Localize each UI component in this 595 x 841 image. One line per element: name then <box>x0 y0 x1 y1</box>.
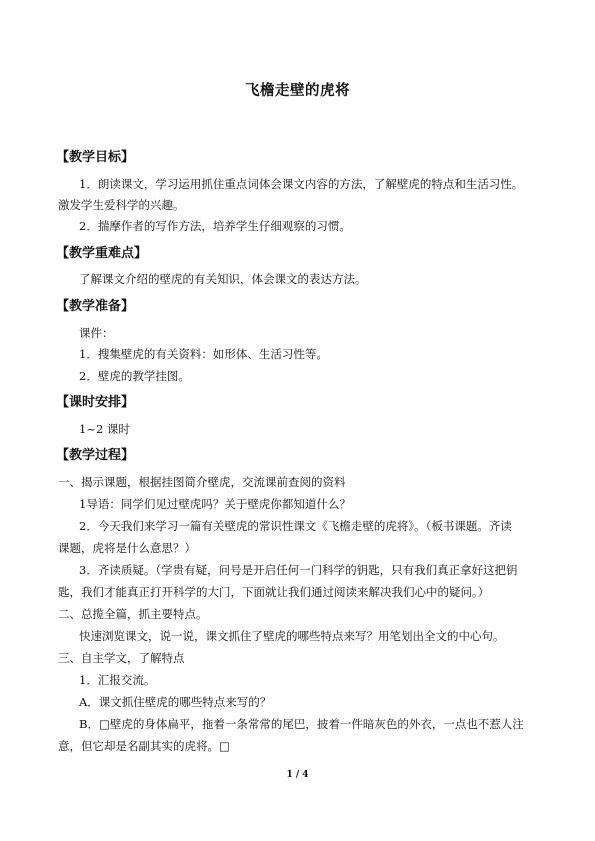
paragraph-line: A．课文抓住壁虎的哪些特点来写的？ <box>79 695 272 709</box>
paragraph-line: 1．朗读课文，学习运用抓住重点词体会课文内容的方法，了解壁虎的特点和生活习性。 <box>79 177 524 191</box>
paragraph-line: 快速浏览课文，说一说，课文抓住了壁虎的哪些特点来写？用笔划出全文的中心句。 <box>79 629 505 643</box>
heading-schedule: 【课时安排】 <box>56 395 135 410</box>
paragraph-line: 了解课文介绍的壁虎的有关知识，体会课文的表达方法。 <box>79 272 367 286</box>
paragraph-line: 匙，我们才能真正打开科学的大门，下面就让我们通过阅读来解决我们心中的疑问。） <box>58 585 490 599</box>
paragraph-line: 二、总揽全篇，抓主要特点。 <box>58 607 208 621</box>
paragraph-line: 三、自主学文，了解特点 <box>58 651 185 665</box>
paragraph-line: 1．汇报交流。 <box>79 673 156 687</box>
paragraph-line: 1导语：同学们见过壁虎吗？关于壁虎你都知道什么？ <box>79 497 351 511</box>
paragraph-line: 2．揣摩作者的写作方法，培养学生仔细观察的习惯。 <box>79 219 351 233</box>
paragraph-line: 激发学生爱科学的兴趣。 <box>58 198 185 212</box>
paragraph-line: 2．壁虎的教学挂图。 <box>79 369 190 383</box>
paragraph-line: 1~2 课时 <box>79 422 130 436</box>
paragraph-line: 课件： <box>79 326 114 340</box>
page-number: 1 / 4 <box>286 770 309 780</box>
heading-preparation: 【教学准备】 <box>56 299 135 314</box>
document-title: 飞檐走壁的虎将 <box>245 83 350 99</box>
paragraph-line: 一、揭示课题，根据挂图简介壁虎，交流课前查阅的资料 <box>58 475 346 489</box>
paragraph-line: 1．搜集壁虎的有关资料：如形体、生活习性等。 <box>79 347 328 361</box>
paragraph-line: 课题，虎将是什么意思？） <box>58 541 196 555</box>
heading-goals: 【教学目标】 <box>56 150 135 165</box>
heading-key-points: 【教学重难点】 <box>56 246 148 261</box>
paragraph-line: B．□壁虎的身体扁平，拖着一条常常的尾巴，披着一件暗灰色的外衣，一点也不惹人注 <box>79 717 524 731</box>
paragraph-line: 2．今天我们来学习一篇有关壁虎的常识性课文《飞檐走壁的虎将》。（板书课题。齐读 <box>79 519 512 533</box>
paragraph-line: 意，但它却是名副其实的虎将。□ <box>58 739 230 753</box>
paragraph-line: 3．齐读质疑。（学贵有疑，问号是开启任何一门科学的钥匙，只有我们真正拿好这把钥 <box>79 563 518 577</box>
heading-process: 【教学过程】 <box>56 448 135 463</box>
